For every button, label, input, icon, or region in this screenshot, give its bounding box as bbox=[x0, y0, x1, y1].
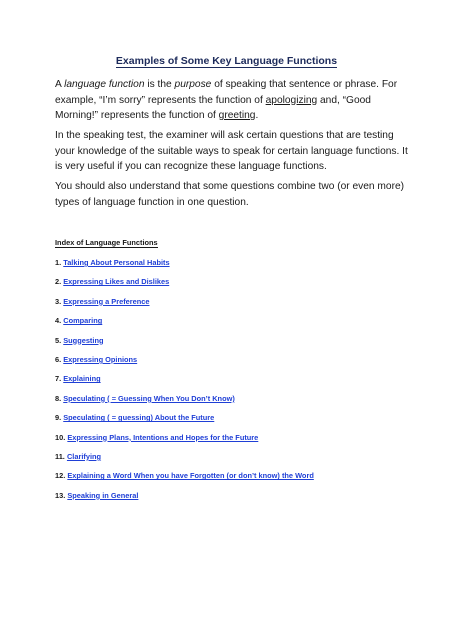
index-link-clarifying[interactable]: Clarifying bbox=[66, 451, 102, 461]
index-link-speaking-general[interactable]: Speaking in General bbox=[67, 490, 139, 500]
index-number: 13. bbox=[55, 490, 66, 500]
combined-functions-paragraph: You should also understand that some questions combine two (or even more) types of language function in one question. bbox=[55, 181, 405, 208]
list-item bbox=[55, 412, 415, 431]
p1-term-greeting: greeting bbox=[218, 110, 256, 121]
index-number: 9. bbox=[55, 413, 62, 423]
index-heading-text: Index of Language Functions bbox=[55, 238, 158, 247]
p1-text-e: . bbox=[255, 110, 259, 121]
index-link-personal-habits[interactable]: Talking About Personal Habits bbox=[63, 258, 170, 267]
p1-text-c: of speaking that sentence or phrase. For example, “I’m sorry” represents the function of bbox=[55, 79, 398, 106]
p1-term-apologizing: apologizing bbox=[265, 94, 318, 106]
list-item bbox=[55, 470, 415, 489]
list-item bbox=[55, 276, 415, 295]
p1-text-d: and, “Good Morning!” represents the function of bbox=[55, 94, 371, 121]
index-number: 10. bbox=[55, 432, 66, 442]
list-item bbox=[55, 335, 415, 354]
index-link-opinions[interactable]: Expressing Opinions bbox=[63, 354, 138, 364]
index-list bbox=[55, 257, 415, 509]
index-number: 5. bbox=[55, 335, 62, 345]
index-link-comparing[interactable]: Comparing bbox=[63, 316, 103, 326]
index-number: 1. bbox=[55, 258, 62, 267]
p1-term-purpose: purpose bbox=[174, 79, 212, 90]
intro-paragraph bbox=[55, 77, 410, 124]
list-item bbox=[55, 393, 415, 412]
index-number: 3. bbox=[55, 296, 62, 306]
p1-text-a: A bbox=[55, 79, 65, 90]
index-heading bbox=[55, 237, 158, 248]
p1-term-language-function: language function bbox=[64, 79, 145, 90]
list-item bbox=[55, 257, 415, 276]
index-link-explaining[interactable]: Explaining bbox=[63, 374, 101, 384]
list-item bbox=[55, 490, 415, 509]
list-item bbox=[55, 296, 415, 315]
index-number: 6. bbox=[55, 354, 62, 364]
index-number: 7. bbox=[55, 374, 62, 384]
list-item bbox=[55, 373, 415, 392]
index-number: 11. bbox=[55, 451, 65, 461]
index-number: 8. bbox=[55, 393, 62, 403]
page-title bbox=[0, 54, 453, 68]
list-item bbox=[55, 315, 415, 334]
index-link-suggesting[interactable]: Suggesting bbox=[63, 335, 104, 345]
list-item bbox=[55, 451, 415, 470]
index-link-explaining-word[interactable]: Explaining a Word When you have Forgotten (or don’t know) the Word bbox=[67, 471, 314, 481]
index-number: 12. bbox=[55, 471, 66, 481]
list-item bbox=[55, 432, 415, 451]
index-link-speculating-future[interactable]: Speculating ( = guessing) About the Future bbox=[63, 413, 215, 423]
p1-text-b: is the bbox=[144, 79, 175, 90]
page-title-text: Examples of Some Key Language Functions bbox=[115, 55, 338, 67]
index-link-plans-intentions[interactable]: Expressing Plans, Intentions and Hopes for the Future bbox=[67, 432, 259, 442]
index-number: 2. bbox=[55, 277, 62, 287]
index-link-speculating-guessing[interactable]: Speculating ( = Guessing When You Don’t Know) bbox=[63, 393, 235, 403]
speaking-test-paragraph: In the speaking test, the examiner will ask certain questions that are testing your knowledge of the suitable ways to speak for certain language functions. It is very useful if you can recognize these language functions. bbox=[55, 130, 408, 172]
index-link-preference[interactable]: Expressing a Preference bbox=[63, 296, 150, 306]
index-number: 4. bbox=[55, 316, 62, 326]
index-link-likes-dislikes[interactable]: Expressing Likes and Dislikes bbox=[63, 277, 170, 287]
list-item bbox=[55, 354, 415, 373]
